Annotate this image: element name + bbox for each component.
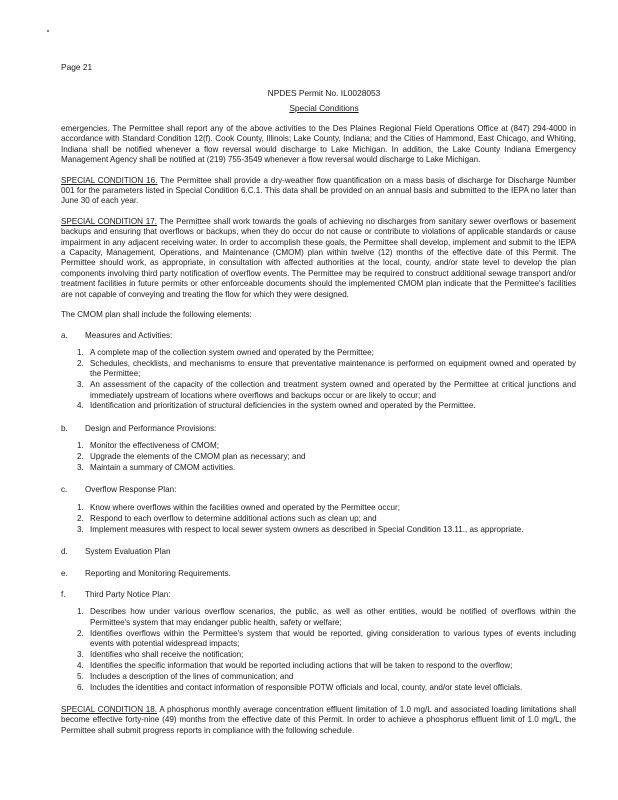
page-number: Page 21 (61, 62, 93, 72)
element-title: Measures and Activities: (85, 330, 173, 340)
item-number: 2. (77, 513, 84, 523)
item-text: Upgrade the elements of the CMOM plan as necessary; and (90, 452, 306, 462)
item-number: 2. (77, 452, 84, 462)
list-item (61, 683, 576, 693)
list-item (61, 452, 576, 462)
element-title: Design and Performance Provisions: (85, 423, 217, 433)
permit-number-header: NPDES Permit No. IL0028053 (267, 88, 381, 98)
element-item-list (61, 503, 576, 535)
item-number: 3. (77, 380, 84, 390)
element-letter: a. (61, 330, 68, 340)
item-text: Know where overflows within the facilities owned and operated by the Permittee occur; (90, 502, 400, 512)
list-item (61, 359, 576, 380)
item-text: Describes how under various overflow scenarios, the public, as well as other entities, would be notified of overflows within the Permittee's system that may endanger public health, safety or welfare; (90, 607, 576, 627)
sc18-text: A phosphorus monthly average concentration effluent limitation of 1.0 mg/L and associated loading limitations shall become effective forty-nine (49) months from the effective date of this Permit. In order to achieve a phosphorus effluent limit of 1.0 mg/L, the Permittee shall submit progress reports in compliance with the following schedule. (61, 705, 576, 735)
item-text: Includes a description of the lines of communication; and (90, 671, 294, 681)
list-item (61, 401, 576, 411)
intro-paragraph: emergencies. The Permittee shall report any of the above activities to the Des Plaines Regional Field Operations Office at (847) 294-4000 in accordance with Standard Condition 12(f). Cook County, Illinois; Lake County, Indiana; and the Cities of Hammond, East Chicago, and Whiting, Indiana shall be notified whenever a flow reversal would discharge to Lake Michigan. In addition, the Lake County Indiana Emergency Management Agency shall be notified at (219) 755-3549 whenever a flow reversal would discharge to Lake Michigan. (61, 124, 576, 165)
list-item (61, 661, 576, 671)
cmom-element-d (61, 547, 576, 557)
cmom-element-c (61, 485, 576, 495)
sc17-label: SPECIAL CONDITION 17. (61, 216, 157, 226)
item-text: Implement measures with respect to local sewer system owners as described in Special Condition 13.11., as appropriate. (90, 524, 524, 534)
special-condition-18 (61, 705, 576, 736)
list-item (61, 629, 576, 650)
item-text: Identifies overflows within the Permittee's system that would be reported, giving consideration to various types of events including events with potential widespread impacts; (90, 628, 576, 649)
item-number: 1. (77, 502, 84, 512)
cmom-element-e (61, 569, 576, 579)
element-letter: e. (61, 568, 68, 578)
cmom-element-a (61, 331, 576, 341)
item-number: 6. (77, 682, 84, 692)
item-number: 5. (77, 671, 84, 681)
sc18-label: SPECIAL CONDITION 18. (61, 705, 158, 715)
cmom-element-b (61, 424, 576, 434)
item-number: 1. (77, 347, 84, 357)
element-letter: f. (61, 589, 66, 599)
list-item (61, 514, 576, 524)
document-body (61, 124, 576, 746)
element-title: Reporting and Monitoring Requirements. (85, 568, 231, 578)
list-item (61, 441, 576, 451)
item-number: 3. (77, 463, 84, 473)
list-item (61, 525, 576, 535)
list-item (61, 380, 576, 401)
item-number: 2. (77, 358, 84, 368)
item-number: 1. (77, 607, 84, 617)
item-text: Maintain a summary of CMOM activities. (90, 463, 236, 473)
section-title: Special Conditions (289, 103, 359, 113)
special-condition-17 (61, 217, 576, 300)
list-item (61, 348, 576, 358)
item-text: Identifies who shall receive the notification; (90, 649, 244, 659)
cmom-elements (61, 331, 576, 694)
element-letter: b. (61, 423, 68, 433)
list-item (61, 503, 576, 513)
item-number: 2. (77, 628, 84, 638)
element-item-list (61, 348, 576, 412)
cmom-intro: The CMOM plan shall include the following elements: (61, 310, 252, 320)
element-letter: d. (61, 547, 68, 557)
list-item (61, 650, 576, 660)
element-title: Third Party Notice Plan: (85, 589, 171, 599)
item-text: An assessment of the capacity of the collection and treatment system owned and operated by the Permittee at critical junctions and immediately upstream of locations where overflows and backups occur or are likely to occur; and (90, 380, 576, 400)
sc16-text: The Permittee shall provide a dry-weather flow quantification on a mass basis of discharge for Discharge Number 001 for the parameters listed in Special Condition 6.C.1. This data shall be provided on an annual basis and submitted to the IEPA no later than June 30 of each year. (61, 175, 576, 206)
item-text: Schedules, checklists, and mechanisms to ensure that preventative maintenance is performed on equipment owned and operated by the Permittee; (90, 358, 576, 379)
special-condition-16 (61, 176, 576, 207)
element-item-list (61, 607, 576, 693)
scan-speck (47, 30, 49, 32)
item-text: Identifies the specific information that would be reported including actions that will be taken to respond to the overflow; (90, 660, 513, 670)
item-number: 4. (77, 660, 84, 670)
element-title: System Evaluation Plan (85, 547, 171, 557)
item-text: Includes the identities and contact information of responsible POTW officials and local, county, and/or state level officials. (90, 682, 523, 692)
item-number: 3. (77, 524, 84, 534)
item-number: 3. (77, 649, 84, 659)
item-text: A complete map of the collection system owned and operated by the Permittee; (90, 347, 374, 357)
element-item-list (61, 441, 576, 473)
item-text: Monitor the effectiveness of CMOM; (90, 441, 219, 451)
sc16-label: SPECIAL CONDITION 16. (61, 175, 158, 185)
element-title: Overflow Response Plan: (85, 485, 177, 495)
item-text: Respond to each overflow to determine additional actions such as clean up; and (90, 513, 377, 523)
item-number: 4. (77, 401, 84, 411)
element-letter: c. (61, 485, 68, 495)
list-item (61, 672, 576, 682)
list-item (61, 463, 576, 473)
item-text: Identification and prioritization of structural deficiencies in the system owned and operated by the Permittee. (90, 401, 476, 411)
sc17-text: The Permittee shall work towards the goals of achieving no discharges from sanitary sewer overflows or basement backups and ensuring that overflows or backups, when they do occur do not cause or contribute to violations of applicable standards or cause impairment in any adjacent receiving water. In order to accomplish these goals, the Permittee shall develop, implement and submit to the IEPA a Capacity, Management, Operations, and Maintenance (CMOM) plan within twelve (12) months of the effective date of this Permit. The Permittee should work, as appropriate, in consultation with affected authorities at the local, county, and/or state level to develop the plan components involving third party notification of overflow events. The Permittee may be required to construct additional sewage transport and/or treatment facilities in future permits or other enforceable documents should the implemented CMOM plan indicate that the Permittee's facilities are not capable of conveying and treating the flow for which they were designed. (61, 216, 576, 299)
list-item (61, 607, 576, 628)
item-number: 1. (77, 441, 84, 451)
cmom-element-f (61, 590, 576, 600)
